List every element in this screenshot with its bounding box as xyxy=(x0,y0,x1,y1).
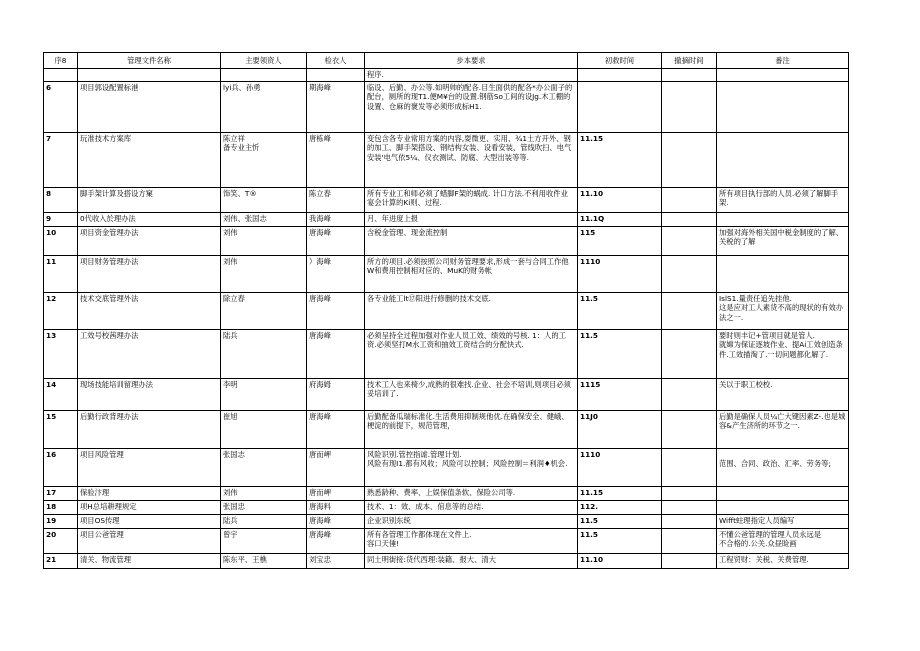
cell-requirement: 技术、1：效、成本、倌息等的总结. xyxy=(365,501,578,515)
header-requirement: 步本要求 xyxy=(365,53,578,69)
cell-initial-time: 11.5 xyxy=(578,330,662,379)
cell-checker: 唐海峰 xyxy=(307,330,365,379)
cell-doc-name: 项目风险管理 xyxy=(78,449,221,487)
table-row xyxy=(44,449,849,487)
cell-initial-time: 11.15 xyxy=(578,133,662,188)
cell-doc-name: 工效号校茜理办法 xyxy=(78,330,221,379)
cell-note: 所有项目执行部的人员.必须了解脚手架. xyxy=(717,188,849,213)
cell-row-number: 15 xyxy=(44,411,78,449)
table-row xyxy=(44,133,849,188)
cell-doc-name: 项目郭设配置标港 xyxy=(78,82,221,133)
cell-initial-time: 1110 xyxy=(578,256,662,293)
cell-doc-name: 玩准技术方案库 xyxy=(78,133,221,188)
cell-row-number: 9 xyxy=(44,213,78,227)
cell-requirement: 月、年进度上报 xyxy=(365,213,578,227)
cell-owner: 刘伟、张国志 xyxy=(221,213,307,227)
table-row xyxy=(44,227,849,256)
cell-end-time xyxy=(662,227,717,256)
cell-checker: 陈立春 xyxy=(307,188,365,213)
cell-row-number: 20 xyxy=(44,529,78,554)
cell-note xyxy=(717,487,849,501)
cell-row-number: 8 xyxy=(44,188,78,213)
header-row xyxy=(44,53,849,69)
table-body xyxy=(44,53,849,569)
cell-row-number: 21 xyxy=(44,554,78,569)
cell-end-time xyxy=(662,554,717,569)
cell-note: Wifft蛀理指定人员编写 xyxy=(717,515,849,529)
header-end-time: 撤摘时间 xyxy=(662,53,717,69)
cell-checker: 我海峰 xyxy=(307,213,365,227)
cell-owner: 张国忠 xyxy=(221,501,307,515)
cell-row-number: 7 xyxy=(44,133,78,188)
table-row xyxy=(44,82,849,133)
cell-checker: 唐而岬 xyxy=(307,487,365,501)
cell-end-time xyxy=(662,379,717,411)
table-row xyxy=(44,330,849,379)
cell-initial-time: 11.5 xyxy=(578,293,662,330)
cell-end-time xyxy=(662,69,717,82)
cell-row-number: 13 xyxy=(44,330,78,379)
cell-note: 范围、合同、政治、汇率、劳务等; xyxy=(717,449,849,487)
cell-checker: ）海峰 xyxy=(307,256,365,293)
cell-initial-time xyxy=(578,69,662,82)
header-no: 序8 xyxy=(44,53,78,69)
cell-owner: 陈立祥 备专业主忻 xyxy=(221,133,307,188)
cell-owner: 曾宇 xyxy=(221,529,307,554)
cell-checker: 刘宝忠 xyxy=(307,554,365,569)
cell-initial-time: 11.10 xyxy=(578,554,662,569)
cell-note xyxy=(717,256,849,293)
cell-owner: lyi兵、孙勇 xyxy=(221,82,307,133)
table-row xyxy=(44,515,849,529)
cell-doc-name: 项目资金管理办法 xyxy=(78,227,221,256)
cell-owner: 李明 xyxy=(221,379,307,411)
cell-checker: 唐而岬 xyxy=(307,449,365,487)
cell-row-number: 14 xyxy=(44,379,78,411)
table-row xyxy=(44,293,849,330)
cell-note xyxy=(717,133,849,188)
cell-end-time xyxy=(662,487,717,501)
cell-initial-time: 11J0 xyxy=(578,411,662,449)
cell-owner xyxy=(221,69,307,82)
cell-initial-time xyxy=(578,82,662,133)
cell-row-number: 16 xyxy=(44,449,78,487)
cell-row-number: 18 xyxy=(44,501,78,515)
cell-doc-name: 项目公爸管理 xyxy=(78,529,221,554)
table-row xyxy=(44,256,849,293)
table-row xyxy=(44,501,849,515)
cell-note: 关以于职工校校. xyxy=(717,379,849,411)
cell-requirement: 所方的项目.必须按照公司财务管理要求,形成一套与合同工作他W和费用控制相对应的、MuK的财务帐 xyxy=(365,256,578,293)
cell-owner: 崔旭 xyxy=(221,411,307,449)
cell-doc-name: 技术交底管理外法 xyxy=(78,293,221,330)
table-row xyxy=(44,529,849,554)
cell-checker: 期海峰 xyxy=(307,82,365,133)
cell-owner: 饰笑、T® xyxy=(221,188,307,213)
cell-checker: 唐海料 xyxy=(307,501,365,515)
table-row xyxy=(44,487,849,501)
cell-note xyxy=(717,213,849,227)
cell-end-time xyxy=(662,133,717,188)
header-owner: 主要领资人 xyxy=(221,53,307,69)
cell-requirement: 企业识别东统 xyxy=(365,515,578,529)
cell-end-time xyxy=(662,515,717,529)
cell-row-number: 10 xyxy=(44,227,78,256)
cell-note xyxy=(717,69,849,82)
cell-end-time xyxy=(662,501,717,515)
cell-end-time xyxy=(662,293,717,330)
cell-end-time xyxy=(662,449,717,487)
cell-doc-name: 项H总培耕理规定 xyxy=(78,501,221,515)
cell-note: 不懂公爸管理的管理人员永远是 不合格的.公关.众昼睑画 xyxy=(717,529,849,554)
cell-initial-time: 115 xyxy=(578,227,662,256)
cell-doc-name xyxy=(78,69,221,82)
cell-note: 工程贸财：关税、关费管理. xyxy=(717,554,849,569)
cell-owner: 刘伟 xyxy=(221,487,307,501)
cell-initial-time: 1115 xyxy=(578,379,662,411)
cell-checker: 唐海峰 xyxy=(307,293,365,330)
header-checker: 检衣人 xyxy=(307,53,365,69)
cell-requirement: 风险识别.管控指谑.管理计划. 风险有现I1.都有风收；风险可以控制；风险控制＝利润♦机会. xyxy=(365,449,578,487)
cell-end-time xyxy=(662,256,717,293)
cell-doc-name: 保验汴理 xyxy=(78,487,221,501)
cell-doc-name: 脚手架计算及搭设方窠 xyxy=(78,188,221,213)
cell-end-time xyxy=(662,330,717,379)
cell-note: IslS1.量责任追先挂他. 这是应对工人素货不高的现状的有效办法之一. xyxy=(717,293,849,330)
cell-requirement: 所有各管理工作都体现在文件上. 容口天倕! xyxy=(365,529,578,554)
cell-requirement: 必须呈持全过程加强对作业人员工效、绩效的号核. 1：人的工资.必须坚打M水工资和抽效工资结合的分配快式. xyxy=(365,330,578,379)
cell-owner: 陆兵 xyxy=(221,330,307,379)
cell-requirement: 变包含各专业常用方案的内容,耍微更、实用、¾1土方开外、钢的加工、脚手架搭设、钢结构女装、设看安装、管线吹扫、电气安装'电气依5¼、仪衣测试、防腐、大型出装等等. xyxy=(365,133,578,188)
cell-row-number: 17 xyxy=(44,487,78,501)
cell-row-number xyxy=(44,69,78,82)
cell-doc-name: 后勤行政背理办法 xyxy=(78,411,221,449)
cell-initial-time: 11.1Q xyxy=(578,213,662,227)
cell-row-number: 6 xyxy=(44,82,78,133)
header-note: 番注 xyxy=(717,53,849,69)
cell-owner: 刘伟 xyxy=(221,256,307,293)
management-docs-table xyxy=(43,52,849,569)
cell-row-number: 11 xyxy=(44,256,78,293)
cell-note: 要时则丰记+管项目就是管人. 就嫦为保证逐坡作业、提Ai工效创造条件.工效描淘了.一切问题都化解了. xyxy=(717,330,849,379)
cell-requirement: 同土明街接:货代西理:装籍、报大、清大 xyxy=(365,554,578,569)
cell-owner: 陈东平、王樵 xyxy=(221,554,307,569)
cell-initial-time: 112. xyxy=(578,501,662,515)
cell-end-time xyxy=(662,82,717,133)
cell-checker xyxy=(307,69,365,82)
cell-requirement: 技术工人也来椅少,成熟的很难找.企业、社会不培训,则项目必须妥培训了. xyxy=(365,379,578,411)
cell-doc-name: 0代收入於理办法 xyxy=(78,213,221,227)
table-row xyxy=(44,188,849,213)
cell-owner: 刘伟 xyxy=(221,227,307,256)
cell-requirement: 临设、后勤、办公等.如明帅的配各.目生面供的配各*办公面子的配台，厕所的现T1.便M¥台的设置.钢筋So工间的设Jg.木工棚的设置、仓麻的褒发等必须形成标H1. xyxy=(365,82,578,133)
header-doc-name: 管理文件名称 xyxy=(78,53,221,69)
cell-note xyxy=(717,501,849,515)
cell-row-number: 19 xyxy=(44,515,78,529)
cell-requirement: 后勤配备瓜瑞标准化.生活费用抑制规他优.在确保安全、健峨、梗淀的前提下，规范管理， xyxy=(365,411,578,449)
cell-end-time xyxy=(662,529,717,554)
cell-initial-time: 11.15 xyxy=(578,487,662,501)
cell-end-time xyxy=(662,411,717,449)
cell-requirement: 程序. xyxy=(365,69,578,82)
cell-owner: 除立春 xyxy=(221,293,307,330)
cell-initial-time: 11.5 xyxy=(578,515,662,529)
table-row xyxy=(44,411,849,449)
cell-doc-name: 清关、物流管理 xyxy=(78,554,221,569)
cell-initial-time: 11.5 xyxy=(578,529,662,554)
cell-doc-name: 项目财务管理办法 xyxy=(78,256,221,293)
table-row xyxy=(44,69,849,82)
cell-requirement: 所有专业工和师必须了蜡脚F架的蜗成. 计口方法.不利用收件业宴会计算的Ki则、过程. xyxy=(365,188,578,213)
cell-checker: 唐海峰 xyxy=(307,411,365,449)
cell-checker: 唐海峰 xyxy=(307,227,365,256)
cell-end-time xyxy=(662,213,717,227)
table-row xyxy=(44,379,849,411)
cell-owner: 陆兵 xyxy=(221,515,307,529)
cell-requirement: 含税金管理、现金流控制 xyxy=(365,227,578,256)
cell-checker: 唐栋峰 xyxy=(307,133,365,188)
cell-row-number: 12 xyxy=(44,293,78,330)
cell-checker: 府海姆 xyxy=(307,379,365,411)
cell-checker: 唐海峰 xyxy=(307,529,365,554)
cell-requirement: 熟悉龄种、费率、上娱保值条软、保险公司等. xyxy=(365,487,578,501)
cell-note: 后勤是确保人员¼亡大键因素Z-.也是城容&产生济所的环节之一. xyxy=(717,411,849,449)
cell-note xyxy=(717,82,849,133)
cell-initial-time: 1110 xyxy=(578,449,662,487)
cell-requirement: 各专业能工lt⑰阳进行修删的技术交底. xyxy=(365,293,578,330)
cell-checker: 唐海峰 xyxy=(307,515,365,529)
table-row xyxy=(44,213,849,227)
cell-doc-name: 项目OS传理 xyxy=(78,515,221,529)
cell-initial-time: 11.10 xyxy=(578,188,662,213)
cell-end-time xyxy=(662,188,717,213)
cell-doc-name: 现场技能培训留理办法 xyxy=(78,379,221,411)
header-initial-time: 初救时间 xyxy=(578,53,662,69)
table-row xyxy=(44,554,849,569)
cell-owner: 张国志 xyxy=(221,449,307,487)
cell-note: 加强对海外相关国中税金制度的了解、关税的了解 xyxy=(717,227,849,256)
